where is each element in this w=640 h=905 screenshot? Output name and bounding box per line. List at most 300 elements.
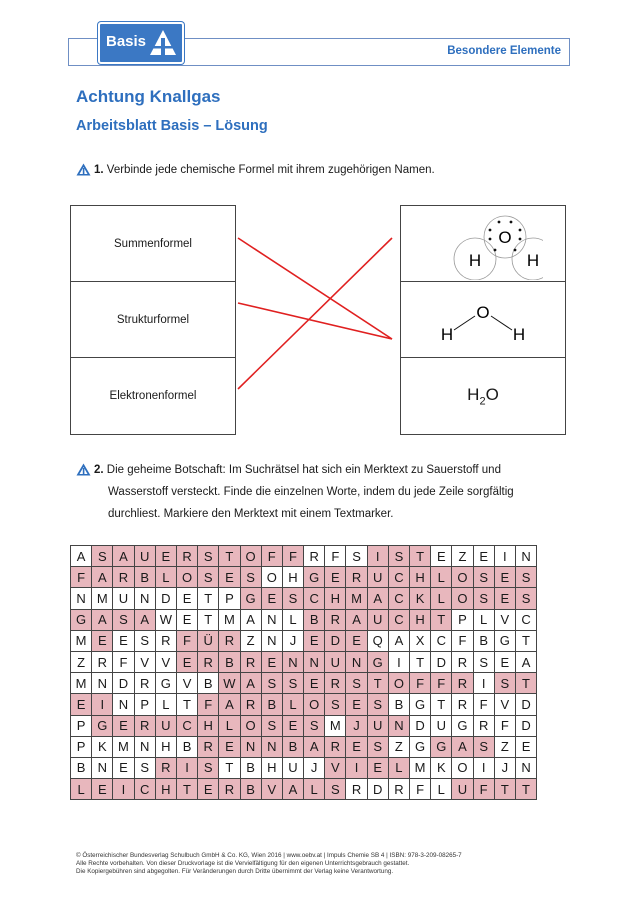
grid-cell: E (473, 546, 494, 567)
grid-cell: B (282, 736, 303, 757)
grid-cell: N (92, 673, 113, 694)
grid-cell: A (240, 609, 261, 630)
grid-cell: H (198, 715, 219, 736)
grid-cell: T (431, 609, 452, 630)
grid-cell: U (325, 651, 346, 672)
grid-cell: M (410, 757, 431, 778)
grid-cell: N (71, 588, 92, 609)
basis-logo (98, 22, 184, 64)
grid-cell: N (261, 736, 282, 757)
grid-cell: E (346, 694, 367, 715)
grid-cell: G (304, 567, 325, 588)
sum-sub: 2 (479, 395, 486, 408)
grid-cell: R (155, 757, 176, 778)
grid-cell: B (176, 736, 197, 757)
grid-cell: V (134, 651, 155, 672)
grid-row (71, 736, 537, 757)
grid-cell: M (92, 588, 113, 609)
difficulty-icon (76, 163, 91, 176)
grid-cell: E (92, 630, 113, 651)
grid-cell: G (71, 609, 92, 630)
grid-cell: F (282, 546, 303, 567)
grid-row (71, 651, 537, 672)
grid-cell: L (431, 588, 452, 609)
term-elektronenformel: Elektronenformel (109, 390, 197, 402)
grid-cell: G (92, 715, 113, 736)
grid-cell: P (71, 715, 92, 736)
grid-cell: O (261, 567, 282, 588)
grid-cell: A (367, 588, 388, 609)
grid-cell: V (325, 757, 346, 778)
grid-cell: G (155, 673, 176, 694)
grid-cell: T (219, 546, 240, 567)
terms-box (70, 205, 236, 435)
grid-cell: T (198, 588, 219, 609)
grid-cell: E (92, 779, 113, 800)
grid-cell: O (452, 588, 473, 609)
grid-cell: O (240, 546, 261, 567)
grid-cell: S (92, 546, 113, 567)
section-label: Besondere Elemente (447, 45, 561, 57)
grid-cell: S (113, 609, 134, 630)
task-2-line-1 (94, 459, 554, 481)
grid-cell: G (367, 651, 388, 672)
grid-cell: I (367, 546, 388, 567)
grid-cell: Z (494, 736, 515, 757)
grid-cell: V (261, 779, 282, 800)
grid-cell: S (473, 736, 494, 757)
grid-cell: E (198, 779, 219, 800)
grid-cell: H (325, 588, 346, 609)
structure-o: O (476, 302, 490, 322)
grid-cell: D (431, 651, 452, 672)
structure-formula-drawing (423, 290, 543, 350)
task-2-text-2: Wasserstoff versteckt. Finde die einzelnen Worte, indem du jede Zeile sorgfältig (108, 486, 514, 498)
grid-cell: C (304, 588, 325, 609)
grid-cell: B (240, 779, 261, 800)
grid-cell: V (494, 694, 515, 715)
grid-cell: E (304, 630, 325, 651)
grid-cell: F (261, 546, 282, 567)
grid-cell: E (176, 609, 197, 630)
grid-cell: A (113, 546, 134, 567)
grid-cell: O (240, 715, 261, 736)
copyright-footer (76, 852, 462, 876)
grid-cell: B (304, 609, 325, 630)
grid-cell: E (71, 694, 92, 715)
sum-formula (467, 385, 499, 407)
grid-cell: G (410, 694, 431, 715)
grid-cell: S (198, 567, 219, 588)
grid-cell: T (410, 546, 431, 567)
grid-cell: M (113, 736, 134, 757)
grid-cell: D (515, 715, 536, 736)
grid-cell: F (410, 673, 431, 694)
grid-cell: V (155, 651, 176, 672)
grid-cell: R (155, 630, 176, 651)
grid-cell: S (367, 694, 388, 715)
grid-cell: L (219, 715, 240, 736)
grid-cell: B (261, 694, 282, 715)
grid-cell: M (219, 609, 240, 630)
grid-cell: O (176, 567, 197, 588)
grid-cell: R (92, 651, 113, 672)
grid-cell: U (155, 715, 176, 736)
grid-cell: F (494, 715, 515, 736)
grid-cell: U (367, 715, 388, 736)
grid-cell: E (494, 651, 515, 672)
grid-cell: T (198, 609, 219, 630)
grid-cell: S (473, 588, 494, 609)
grid-cell: U (367, 609, 388, 630)
grid-cell: N (113, 694, 134, 715)
grid-cell: B (240, 757, 261, 778)
grid-cell: N (261, 630, 282, 651)
grid-row (71, 630, 537, 651)
grid-cell: R (198, 736, 219, 757)
line-electron-to-dots (238, 238, 392, 389)
grid-cell: R (452, 651, 473, 672)
grid-cell: S (261, 715, 282, 736)
grid-cell: A (282, 779, 303, 800)
grid-cell: I (92, 694, 113, 715)
grid-cell: T (410, 651, 431, 672)
grid-cell: U (452, 779, 473, 800)
grid-cell: S (134, 630, 155, 651)
grid-cell: F (431, 673, 452, 694)
grid-cell: T (367, 673, 388, 694)
grid-cell: B (219, 651, 240, 672)
grid-cell: E (282, 715, 303, 736)
grid-cell: E (346, 630, 367, 651)
grid-cell: T (431, 694, 452, 715)
grid-cell: D (367, 779, 388, 800)
grid-cell: A (346, 609, 367, 630)
grid-cell: E (176, 651, 197, 672)
grid-cell: S (515, 567, 536, 588)
grid-cell: U (282, 757, 303, 778)
grid-cell: E (304, 673, 325, 694)
grid-cell: S (134, 757, 155, 778)
grid-cell: F (71, 567, 92, 588)
grid-cell: R (452, 673, 473, 694)
grid-cell: G (410, 736, 431, 757)
grid-cell: T (515, 673, 536, 694)
electron-o: O (498, 227, 512, 247)
grid-cell: L (282, 694, 303, 715)
sum-o: O (485, 384, 499, 404)
grid-cell: H (155, 736, 176, 757)
grid-cell: N (92, 757, 113, 778)
structure-formula-cell (401, 282, 565, 358)
grid-cell: I (388, 651, 409, 672)
electron-formula-drawing (423, 208, 543, 280)
grid-cell: G (494, 630, 515, 651)
task-1 (94, 159, 435, 181)
grid-cell: X (410, 630, 431, 651)
term-summenformel: Summenformel (71, 206, 235, 282)
grid-cell: D (155, 588, 176, 609)
grid-cell: R (240, 694, 261, 715)
electron-h1: H (468, 250, 482, 270)
grid-cell: R (219, 630, 240, 651)
grid-cell: H (155, 779, 176, 800)
grid-cell: F (198, 694, 219, 715)
grid-row (71, 715, 537, 736)
grid-cell: P (452, 609, 473, 630)
grid-cell: E (219, 736, 240, 757)
sum-h: H (467, 384, 480, 404)
grid-cell: S (388, 546, 409, 567)
formulas-box (400, 205, 566, 435)
grid-cell: R (134, 673, 155, 694)
grid-cell: A (388, 630, 409, 651)
grid-cell: R (388, 779, 409, 800)
grid-cell: C (388, 588, 409, 609)
grid-cell: S (473, 651, 494, 672)
task-1-number: 1. (94, 164, 104, 176)
grid-cell: R (219, 779, 240, 800)
grid-cell: Z (388, 736, 409, 757)
grid-row (71, 694, 537, 715)
grid-cell: A (304, 736, 325, 757)
grid-cell: E (367, 757, 388, 778)
grid-cell: R (452, 694, 473, 715)
structure-h2: H (512, 324, 526, 344)
grid-cell: H (410, 567, 431, 588)
grid-cell: U (431, 715, 452, 736)
task-2 (94, 459, 554, 525)
grid-cell: R (176, 546, 197, 567)
grid-cell: W (155, 609, 176, 630)
grid-cell: L (282, 609, 303, 630)
grid-cell: R (134, 715, 155, 736)
grid-cell: E (113, 715, 134, 736)
grid-cell: D (410, 715, 431, 736)
grid-cell: W (219, 673, 240, 694)
grid-cell: I (473, 673, 494, 694)
grid-cell: N (515, 757, 536, 778)
grid-cell: K (410, 588, 431, 609)
grid-cell: H (282, 567, 303, 588)
task-2-number: 2. (94, 464, 104, 476)
grid-cell: F (325, 546, 346, 567)
grid-cell: S (494, 673, 515, 694)
grid-cell: B (71, 757, 92, 778)
grid-cell: B (473, 630, 494, 651)
grid-row (71, 609, 537, 630)
grid-cell: Z (71, 651, 92, 672)
grid-cell: L (304, 779, 325, 800)
grid-cell: R (346, 567, 367, 588)
term-strukturformel: Strukturformel (71, 282, 235, 358)
grid-cell: Z (452, 546, 473, 567)
grid-cell: L (431, 567, 452, 588)
grid-cell: J (494, 757, 515, 778)
grid-cell: Ü (198, 630, 219, 651)
grid-cell: P (71, 736, 92, 757)
grid-cell: M (325, 715, 346, 736)
grid-cell: O (304, 694, 325, 715)
grid-cell: E (113, 757, 134, 778)
grid-cell: A (219, 694, 240, 715)
grid-cell: C (388, 609, 409, 630)
grid-cell: V (176, 673, 197, 694)
grid-cell: G (452, 715, 473, 736)
grid-cell: Z (240, 630, 261, 651)
grid-row (71, 757, 537, 778)
grid-cell: R (198, 651, 219, 672)
grid-cell: R (304, 546, 325, 567)
grid-cell: R (325, 609, 346, 630)
grid-cell: T (515, 779, 536, 800)
grid-cell: T (219, 757, 240, 778)
grid-cell: A (92, 609, 113, 630)
footer-line-2: Alle Rechte vorbehalten. Von dieser Druckvorlage ist die Vervielfältigung für den eigenen Unterrichtsgebrauch gestattet. (76, 860, 410, 867)
grid-cell: A (452, 736, 473, 757)
grid-cell: A (134, 609, 155, 630)
grid-cell: E (261, 651, 282, 672)
grid-cell: I (176, 757, 197, 778)
grid-cell: H (261, 757, 282, 778)
grid-cell: J (346, 715, 367, 736)
grid-cell: J (304, 757, 325, 778)
grid-cell: R (325, 673, 346, 694)
grid-cell: N (134, 736, 155, 757)
difficulty-icon (76, 463, 91, 476)
grid-cell: O (452, 757, 473, 778)
grid-cell: A (71, 546, 92, 567)
grid-cell: G (431, 736, 452, 757)
grid-cell: N (240, 736, 261, 757)
grid-cell: R (240, 651, 261, 672)
grid-cell: I (494, 546, 515, 567)
grid-cell: R (325, 736, 346, 757)
grid-cell: S (282, 673, 303, 694)
grid-cell: C (134, 779, 155, 800)
grid-cell: C (176, 715, 197, 736)
page-subtitle: Arbeitsblatt Basis – Lösung (76, 118, 268, 134)
grid-cell: A (92, 567, 113, 588)
grid-cell: J (282, 630, 303, 651)
grid-cell: F (410, 779, 431, 800)
grid-cell: E (155, 546, 176, 567)
grid-cell: S (282, 588, 303, 609)
grid-cell: S (346, 673, 367, 694)
grid-cell: L (155, 694, 176, 715)
grid-cell: G (240, 588, 261, 609)
grid-cell: C (515, 609, 536, 630)
grid-cell: S (261, 673, 282, 694)
grid-cell: F (473, 779, 494, 800)
grid-cell: B (134, 567, 155, 588)
triangle-logo-icon (148, 28, 178, 58)
grid-cell: P (134, 694, 155, 715)
grid-cell: F (452, 630, 473, 651)
task-2-text-3: durchliest. Markiere den Merktext mit einem Textmarker. (108, 508, 394, 520)
grid-row (71, 546, 537, 567)
grid-cell: F (473, 694, 494, 715)
grid-cell: T (176, 779, 197, 800)
grid-cell: E (515, 736, 536, 757)
word-search-grid (70, 545, 537, 800)
electron-h2: H (526, 250, 540, 270)
grid-cell: K (92, 736, 113, 757)
grid-cell: E (346, 736, 367, 757)
grid-cell: F (113, 651, 134, 672)
grid-cell: V (494, 609, 515, 630)
grid-cell: N (388, 715, 409, 736)
grid-cell: S (304, 715, 325, 736)
structure-h1: H (440, 324, 454, 344)
grid-row (71, 673, 537, 694)
grid-cell: A (515, 651, 536, 672)
grid-cell: U (367, 567, 388, 588)
grid-cell: L (473, 609, 494, 630)
grid-cell: C (431, 630, 452, 651)
grid-cell: B (388, 694, 409, 715)
grid-cell: N (134, 588, 155, 609)
grid-cell: I (473, 757, 494, 778)
grid-cell: M (71, 630, 92, 651)
grid-cell: E (325, 567, 346, 588)
grid-cell: S (367, 736, 388, 757)
grid-cell: E (113, 630, 134, 651)
grid-cell: E (261, 588, 282, 609)
grid-cell: T (176, 694, 197, 715)
grid-cell: N (261, 609, 282, 630)
grid-cell: M (71, 673, 92, 694)
grid-cell: D (515, 694, 536, 715)
sum-formula-cell (401, 358, 565, 434)
grid-cell: I (113, 779, 134, 800)
task-2-text-1: Die geheime Botschaft: Im Suchrätsel hat sich ein Merktext zu Sauerstoff und (106, 464, 501, 476)
grid-cell: D (325, 630, 346, 651)
grid-cell: S (325, 694, 346, 715)
logo-text: Basis (106, 33, 147, 50)
grid-cell: T (494, 779, 515, 800)
footer-line-1: © Österreichischer Bundesverlag Schulbuch GmbH & Co. KG, Wien 2016 | www.oebv.at | Impuls Chemie SB 4 | ISBN: 978-3-209-08265-7 (76, 852, 462, 859)
grid-cell: N (346, 651, 367, 672)
footer-line-3: Die Kopiergebühren sind abgegolten. Für Veränderungen durch Dritte übernimmt der Verlag keine Verantwortung. (76, 868, 394, 875)
grid-cell: K (431, 757, 452, 778)
grid-row (71, 567, 537, 588)
grid-cell: R (113, 567, 134, 588)
grid-cell: R (346, 779, 367, 800)
grid-cell: N (282, 651, 303, 672)
line-sum-to-h2o (238, 238, 392, 339)
grid-cell: F (176, 630, 197, 651)
grid-cell: N (515, 546, 536, 567)
grid-cell: E (219, 567, 240, 588)
grid-cell: A (240, 673, 261, 694)
grid-cell: S (325, 779, 346, 800)
grid-cell: U (134, 546, 155, 567)
grid-cell: E (431, 546, 452, 567)
grid-cell: S (240, 567, 261, 588)
line-struct-to-structure (238, 303, 392, 339)
grid-cell: R (473, 715, 494, 736)
grid-cell: H (410, 609, 431, 630)
task-1-text: Verbinde jede chemische Formel mit ihrem zugehörigen Namen. (106, 164, 435, 176)
grid-row (71, 779, 537, 800)
grid-cell: L (388, 757, 409, 778)
grid-cell: E (176, 588, 197, 609)
page-title: Achtung Knallgas (76, 87, 221, 106)
grid-cell: Q (367, 630, 388, 651)
electron-formula-cell (401, 206, 565, 282)
grid-cell: T (515, 630, 536, 651)
